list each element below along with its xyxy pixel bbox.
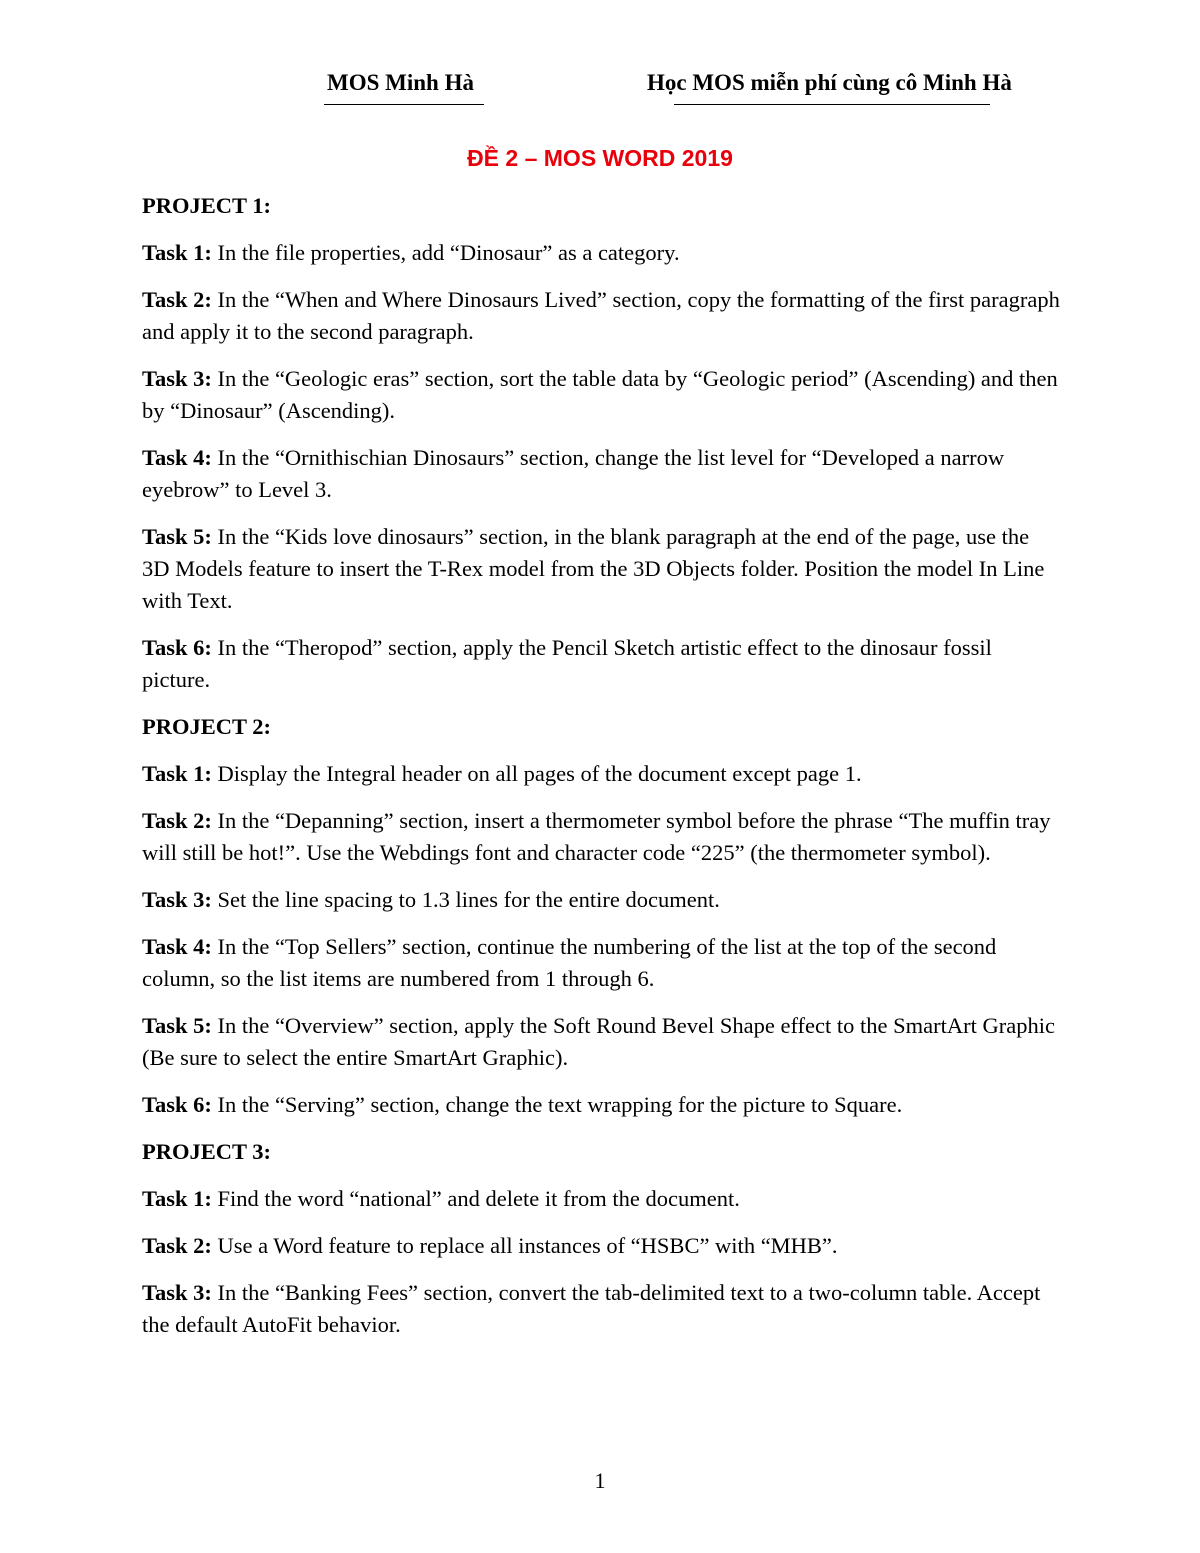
header-left-underline <box>324 104 484 105</box>
project-section <box>142 190 1062 696</box>
task-label: Task 1: <box>142 761 212 786</box>
task-text: In the “Depanning” section, insert a thermometer symbol before the phrase “The muffin tray will still be hot!”. Use the Webdings font and character code “225” (the thermometer symbol). <box>142 808 1051 865</box>
task-text: In the “Geologic eras” section, sort the table data by “Geologic period” (Ascending) and then by “Dinosaur” (Ascending). <box>142 366 1058 423</box>
task-paragraph <box>142 237 1062 269</box>
task-paragraph <box>142 805 1062 869</box>
task-paragraph <box>142 521 1062 617</box>
task-paragraph <box>142 284 1062 348</box>
task-label: Task 6: <box>142 1092 212 1117</box>
task-paragraph <box>142 758 1062 790</box>
page-number: 1 <box>594 1468 606 1493</box>
task-text: In the “When and Where Dinosaurs Lived” section, copy the formatting of the first paragraph and apply it to the second paragraph. <box>142 287 1060 344</box>
header-right-text: Học MOS miễn phí cùng cô Minh Hà <box>647 70 1012 95</box>
task-paragraph <box>142 1089 1062 1121</box>
task-paragraph <box>142 1277 1062 1341</box>
task-text: Display the Integral header on all pages of the document except page 1. <box>211 761 862 786</box>
task-label: Task 6: <box>142 635 212 660</box>
task-label: Task 5: <box>142 524 212 549</box>
task-label: Task 3: <box>142 1280 212 1305</box>
task-text: Find the word “national” and delete it from the document. <box>211 1186 740 1211</box>
task-paragraph <box>142 1010 1062 1074</box>
task-text: Set the line spacing to 1.3 lines for the entire document. <box>211 887 720 912</box>
task-paragraph <box>142 363 1062 427</box>
project-heading: PROJECT 1: <box>142 193 271 218</box>
task-text: In the “Banking Fees” section, convert the tab-delimited text to a two-column table. Accept the default AutoFit behavior. <box>142 1280 1041 1337</box>
header-left-text: MOS Minh Hà <box>327 70 474 95</box>
task-text: In the “Ornithischian Dinosaurs” section, change the list level for “Developed a narrow eyebrow” to Level 3. <box>142 445 1005 502</box>
project-heading: PROJECT 3: <box>142 1139 271 1164</box>
project-heading: PROJECT 2: <box>142 714 271 739</box>
task-paragraph <box>142 931 1062 995</box>
document-title: ĐỀ 2 – MOS WORD 2019 <box>467 145 733 171</box>
project-section <box>142 1136 1062 1341</box>
task-text: In the “Overview” section, apply the Soft Round Bevel Shape effect to the SmartArt Graphic (Be sure to select the entire SmartArt Graphic). <box>142 1013 1055 1070</box>
task-text: In the “Kids love dinosaurs” section, in the blank paragraph at the end of the page, use the 3D Models feature to insert the T-Rex model from the 3D Objects folder. Position the model In Line with Text. <box>142 524 1045 613</box>
task-text: Use a Word feature to replace all instances of “HSBC” with “MHB”. <box>211 1233 838 1258</box>
task-text: In the “Top Sellers” section, continue the numbering of the list at the top of the second column, so the list items are numbered from 1 through 6. <box>142 934 997 991</box>
task-label: Task 1: <box>142 1186 212 1211</box>
task-label: Task 5: <box>142 1013 212 1038</box>
task-paragraph <box>142 884 1062 916</box>
task-text: In the “Theropod” section, apply the Pencil Sketch artistic effect to the dinosaur fossil picture. <box>142 635 992 692</box>
header-right-underline <box>674 104 990 105</box>
task-paragraph <box>142 1183 1062 1215</box>
task-label: Task 1: <box>142 240 212 265</box>
task-label: Task 4: <box>142 934 212 959</box>
task-label: Task 4: <box>142 445 212 470</box>
task-label: Task 3: <box>142 366 212 391</box>
task-label: Task 3: <box>142 887 212 912</box>
project-section <box>142 711 1062 1121</box>
document-body <box>142 190 1062 1356</box>
task-label: Task 2: <box>142 287 212 312</box>
task-paragraph <box>142 632 1062 696</box>
task-text: In the file properties, add “Dinosaur” as a category. <box>211 240 680 265</box>
task-label: Task 2: <box>142 808 212 833</box>
task-label: Task 2: <box>142 1233 212 1258</box>
task-text: In the “Serving” section, change the text wrapping for the picture to Square. <box>211 1092 903 1117</box>
task-paragraph <box>142 442 1062 506</box>
task-paragraph <box>142 1230 1062 1262</box>
